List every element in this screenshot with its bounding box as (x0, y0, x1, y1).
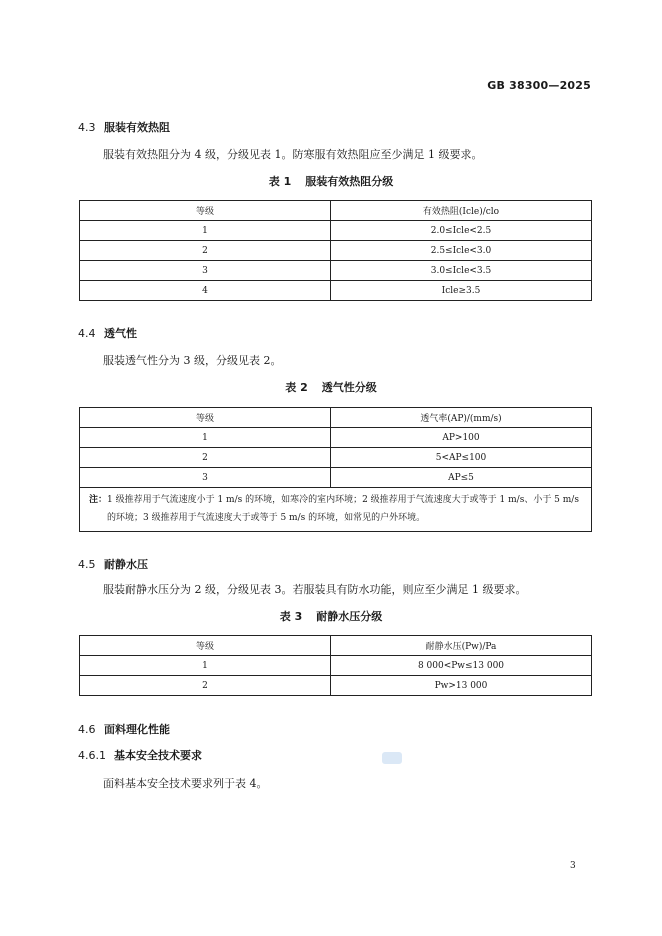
header-cell: 等级 (80, 408, 331, 428)
table-cell: 2.5≤Icle<3.0 (331, 241, 592, 261)
paragraph-4-6-1: 面料基本安全技术要求列于表 4。 (103, 777, 268, 790)
header-cell: 有效热阻(Icle)/clo (331, 201, 592, 221)
table-1 (79, 200, 592, 301)
standard-code: GB 38300—2025 (487, 79, 591, 92)
section-heading-4-4 (78, 325, 137, 341)
table-cell: 5<AP≤100 (331, 448, 592, 468)
table-header-row (80, 636, 592, 656)
table-number: 表 2 (285, 381, 308, 394)
table-cell: 2 (80, 241, 331, 261)
table-row (80, 428, 592, 448)
table-3 (79, 635, 592, 696)
table-row (80, 261, 592, 281)
page-number: 3 (570, 861, 576, 871)
table-cell: Icle≥3.5 (331, 281, 592, 301)
table-cell: 1 (80, 656, 331, 676)
section-number: 4.4 (78, 327, 96, 340)
table-cell: 3.0≤Icle<3.5 (331, 261, 592, 281)
paragraph-4-4: 服装透气性分为 3 级，分级见表 2。 (103, 354, 282, 367)
table-cell: 1 (80, 221, 331, 241)
section-title: 耐静水压 (104, 558, 148, 571)
section-number: 4.6 (78, 723, 96, 736)
section-number: 4.6.1 (78, 749, 106, 762)
header-cell: 耐静水压(Pw)/Pa (331, 636, 592, 656)
table-cell: Pw>13 000 (331, 676, 592, 696)
table-header-row (80, 201, 592, 221)
section-heading-4-3 (78, 119, 170, 135)
table-title: 耐静水压分级 (316, 610, 383, 623)
section-heading-4-6-1 (78, 747, 202, 763)
paragraph-4-3: 服装有效热阻分为 4 级，分级见表 1。防寒服有效热阻应至少满足 1 级要求。 (103, 148, 483, 161)
section-number: 4.3 (78, 121, 96, 134)
table-number: 表 1 (268, 175, 292, 188)
table-cell: AP>100 (331, 428, 592, 448)
table-2 (79, 407, 592, 532)
table-number: 表 3 (279, 610, 303, 623)
table-row (80, 221, 592, 241)
table-row (80, 676, 592, 696)
table-cell: 2 (80, 448, 331, 468)
table-cell: 1 (80, 428, 331, 448)
section-heading-4-5 (78, 556, 148, 572)
section-title: 服装有效热阻 (104, 121, 170, 134)
table-cell: 2 (80, 676, 331, 696)
table-row (80, 281, 592, 301)
section-title: 面料理化性能 (104, 723, 170, 736)
section-heading-4-6 (78, 721, 170, 737)
paragraph-4-5: 服装耐静水压分为 2 级，分级见表 3。若服装具有防水功能，则应至少满足 1 级要求。 (103, 583, 527, 596)
table-3-caption (0, 608, 662, 624)
table-row (80, 656, 592, 676)
section-number: 4.5 (78, 558, 96, 571)
table-note (80, 488, 592, 532)
table-cell: 3 (80, 261, 331, 281)
header-cell: 透气率(AP)/(mm/s) (331, 408, 592, 428)
header-cell: 等级 (80, 636, 331, 656)
table-cell: 2.0≤Icle<2.5 (331, 221, 592, 241)
table-1-caption (0, 173, 662, 189)
table-2-caption (0, 379, 662, 395)
table-cell: 8 000<Pw≤13 000 (331, 656, 592, 676)
table-cell: 3 (80, 468, 331, 488)
table-row (80, 448, 592, 468)
table-title: 透气性分级 (321, 381, 377, 394)
watermark-logo (382, 752, 402, 764)
section-title: 透气性 (104, 327, 137, 340)
table-row (80, 468, 592, 488)
table-title: 服装有效热阻分级 (305, 175, 394, 188)
table-header-row (80, 408, 592, 428)
note-text: 1 级推荐用于气流速度小于 1 m/s 的环境，如寒冷的室内环境；2 级推荐用于气流速度大于或等于 1 m/s、小于 5 m/s 的环境；3 级推荐用于气流速度大于或等于 5 m/s 的环境，如常见的户外环境。 (107, 495, 579, 523)
table-note-row (80, 488, 592, 532)
table-cell: AP≤5 (331, 468, 592, 488)
header-cell: 等级 (80, 201, 331, 221)
table-row (80, 241, 592, 261)
note-label: 注： (89, 495, 108, 505)
table-cell: 4 (80, 281, 331, 301)
section-title: 基本安全技术要求 (114, 749, 202, 762)
